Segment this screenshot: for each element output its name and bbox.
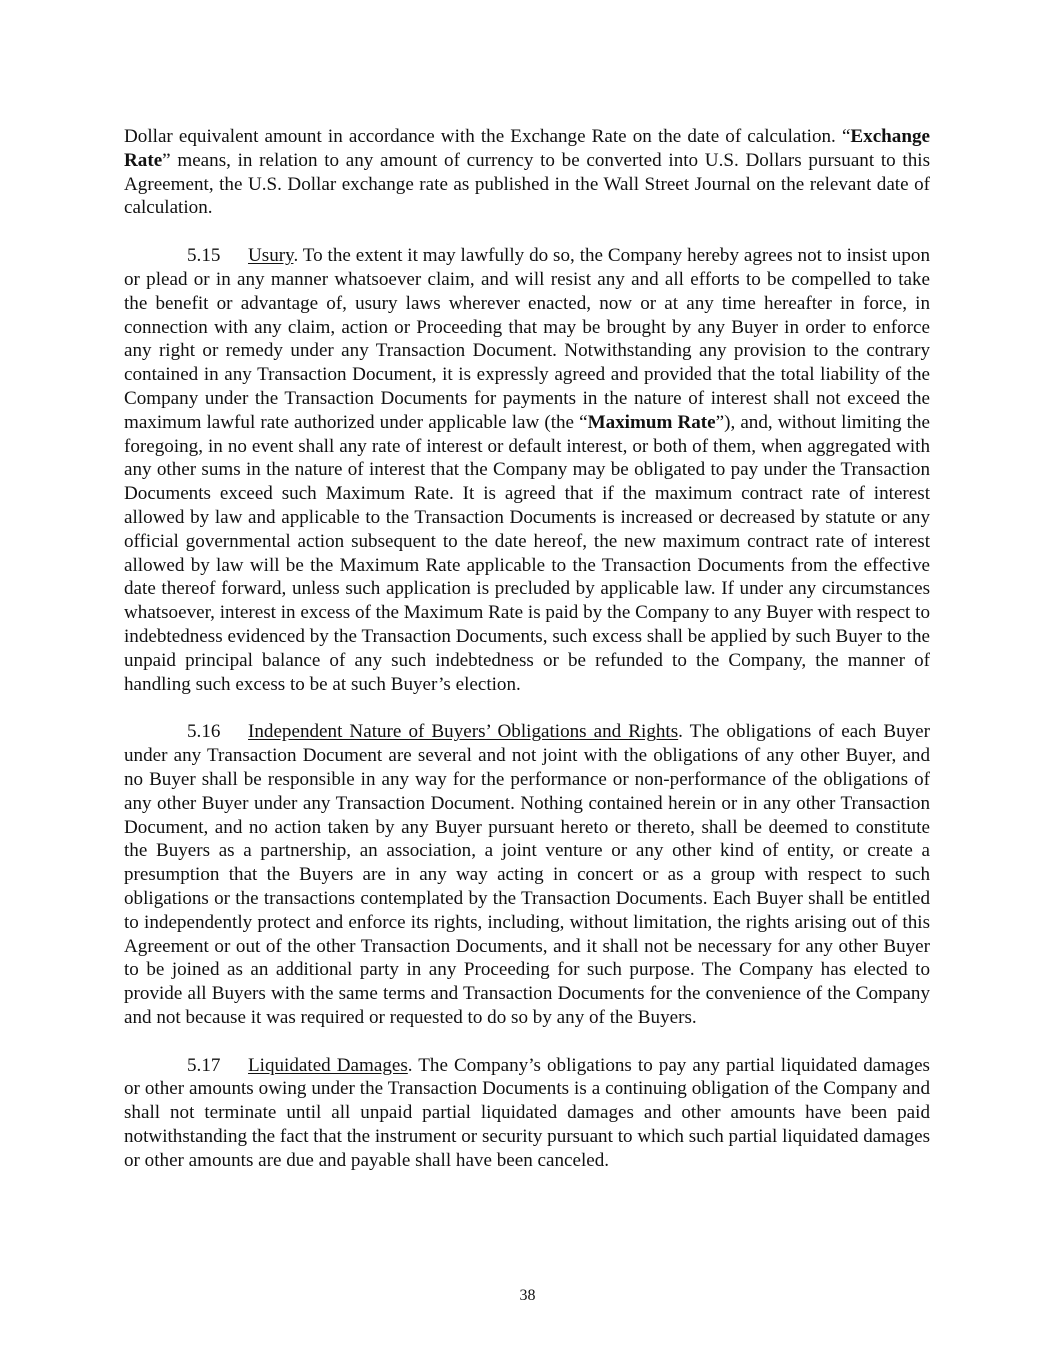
paragraph-exchange-rate	[124, 125, 930, 220]
defined-term-exchange-rate: Exchange Rate	[124, 126, 930, 171]
paragraph-text: Dollar equivalent amount in accordance with the Exchange Rate on the date of calculation. “	[124, 126, 851, 147]
paragraph-text: . The Company’s obligations to pay any partial liquidated damages or other amounts owing under the Transaction Documents is a continuing obligation of the Company and shall not terminate until all unpaid partial liquidated damages and other amounts have been paid notwithstanding the fact that the instrument or security pursuant to which such partial liquidated damages or other amounts are due and payable shall have been canceled.	[124, 1054, 930, 1171]
defined-term-maximum-rate: Maximum Rate	[587, 411, 716, 433]
paragraph-text: ”), and, without limiting the foregoing, in no event shall any rate of interest or default interest, or both of them, when aggregated with any other sums in the nature of interest that the Company may be obligated to pay under the Transaction Documents exceed such Maximum Rate. It is agreed that if the maximum contract rate of interest allowed by law and applicable to the Transaction Documents is increased or decreased by statute or any official governmental action subsequent to the date hereof, the new maximum contract rate of interest allowed by law will be the Maximum Rate applicable to the Transaction Documents from the effective date thereof forward, unless such application is precluded by applicable law. If under any circumstances whatsoever, interest in excess of the Maximum Rate is paid by the Company to any Buyer with respect to indebtedness evidenced by the Transaction Documents, such excess shall be applied by such Buyer to the unpaid principal balance of any such indebtedness or be refunded to the Company, the manner of handling such excess to be at such Buyer’s election.	[124, 411, 930, 695]
page-number: 38	[519, 1287, 536, 1304]
section-heading-liquidated-damages: Liquidated Damages	[248, 1054, 408, 1076]
section-number: 5.16	[187, 721, 221, 743]
section-number: 5.17	[187, 1054, 221, 1076]
paragraph-text: . The obligations of each Buyer under any Transaction Document are several and not joint with the obligations of any other Buyer, and no Buyer shall be responsible in any way for the performance or non-performance of the obligations of any other Buyer under any Transaction Document. Nothing contained herein or in any other Transaction Document, and no action taken by any Buyer pursuant hereto or thereto, shall be deemed to constitute the Buyers as a partnership, an association, a joint venture or any other kind of entity, or create a presumption that the Buyers are in any way acting in concert or as a group with respect to such obligations or the transactions contemplated by the Transaction Documents. Each Buyer shall be entitled to independently protect and enforce its rights, including, without limitation, the rights arising out of this Agreement or out of the other Transaction Documents, and it shall not be necessary for any other Buyer to be joined as an additional party in any Proceeding for such purpose. The Company has elected to provide all Buyers with the same terms and Transaction Documents for the convenience of the Company and not because it was required or requested to do so by any of the Buyers.	[124, 721, 930, 1028]
section-5-17	[124, 1054, 930, 1173]
paragraph-text: ” means, in relation to any amount of currency to be converted into U.S. Dollars pursuant to this Agreement, the U.S. Dollar exchange rate as published in the Wall Street Journal on the relevant date of calculation.	[124, 149, 930, 219]
section-number: 5.15	[187, 245, 221, 267]
section-5-16	[124, 720, 930, 1029]
paragraph-text: . To the extent it may lawfully do so, the Company hereby agrees not to insist upon or plead or in any manner whatsoever claim, and will resist any and all efforts to be compelled to take the benefit or advantage of, usury laws wherever enacted, now or at any time hereafter in force, in connection with any claim, action or Proceeding that may be brought by any Buyer in order to enforce any right or remedy under any Transaction Document. Notwithstanding any provision to the contrary contained in any Transaction Document, it is expressly agreed and provided that the total liability of the Company under the Transaction Documents for payments in the nature of interest shall not exceed the maximum lawful rate authorized under applicable law (the “	[124, 245, 930, 433]
document-body	[124, 125, 930, 1197]
section-heading-independent-nature: Independent Nature of Buyers’ Obligations and Rights	[248, 721, 679, 743]
section-5-15	[124, 244, 930, 696]
section-heading-usury: Usury	[248, 245, 294, 267]
